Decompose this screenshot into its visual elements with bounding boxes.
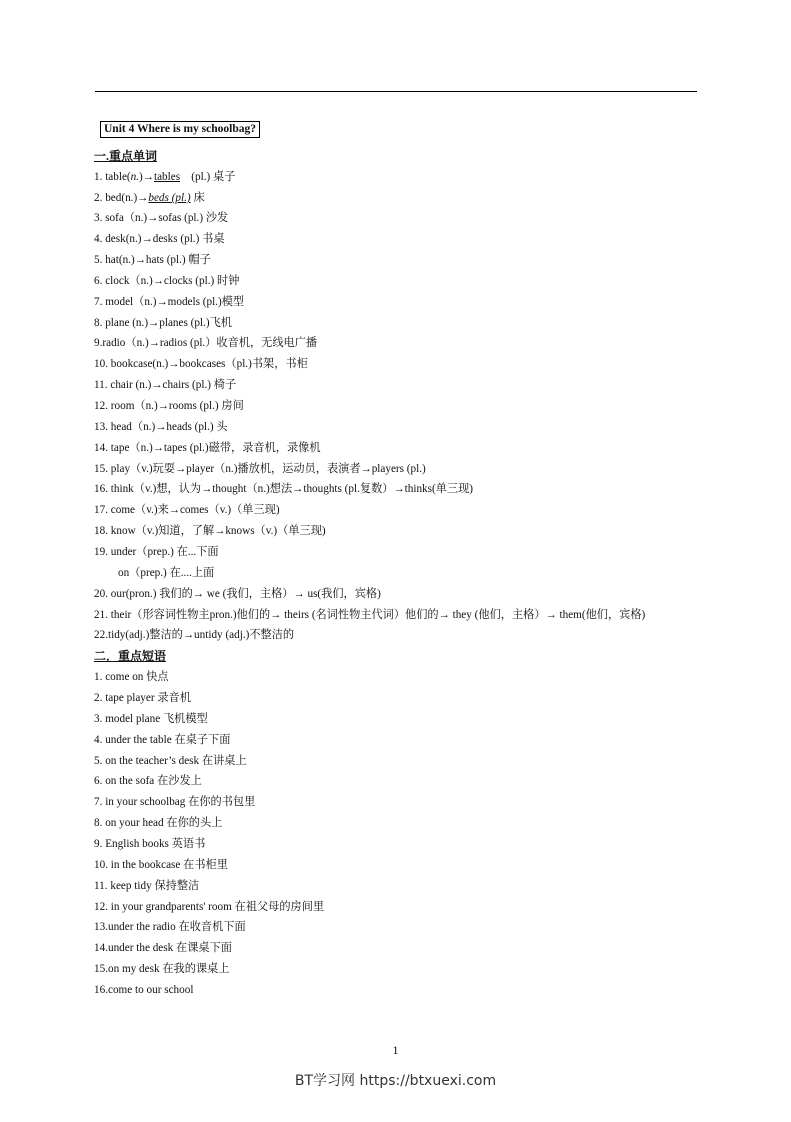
phrase-item-2: 2. tape player 录音机	[94, 692, 191, 704]
word-item-9: 9.radio（n.)→radios (pl.）收音机，无线电广播	[94, 337, 318, 349]
word-item-6: 6. clock（n.)→clocks (pl.) 时钟	[94, 275, 240, 287]
word-item-4: 4. desk(n.)→desks (pl.) 书桌	[94, 233, 225, 245]
phrase-item-13: 13.under the radio 在收音机下面	[94, 921, 246, 933]
word-item-11: 11. chair (n.)→chairs (pl.) 椅子	[94, 379, 237, 391]
phrase-item-16: 16.come to our school	[94, 984, 194, 996]
word-item-7: 7. model（n.)→models (pl.)模型	[94, 296, 245, 308]
phrase-item-7: 7. in your schoolbag 在你的书包里	[94, 796, 256, 808]
word-item-19: 19. under（prep.) 在...下面	[94, 546, 219, 558]
word-item-16: 16. think（v.)想，认为→thought（n.)想法→thoughts (pl.复数）→thinks(单三现)	[94, 483, 474, 495]
header-rule	[95, 91, 697, 92]
word-item-12: 12. room（n.)→rooms (pl.) 房间	[94, 400, 244, 412]
word-item-22: 22.tidy(adj.)整洁的→untidy (adj.)不整洁的	[94, 629, 295, 641]
word-item-15: 15. play（v.)玩耍→player（n.)播放机，运动员，表演者→players (pl.)	[94, 463, 426, 475]
unit-title: Unit 4 Where is my schoolbag?	[100, 121, 260, 138]
phrase-item-14: 14.under the desk 在课桌下面	[94, 942, 232, 954]
word-item-2: 2. bed(n.)→beds (pl.) 床	[94, 192, 205, 204]
word-item-14: 14. tape（n.)→tapes (pl.)磁带，录音机，录像机	[94, 442, 321, 454]
word-item-8: 8. plane (n.)→planes (pl.)飞机	[94, 317, 232, 329]
phrase-item-15: 15.on my desk 在我的课桌上	[94, 963, 230, 975]
word-item-13: 13. head（n.)→heads (pl.) 头	[94, 421, 228, 433]
word-item-1: 1. table(n.)→tables (pl.) 桌子	[94, 171, 236, 183]
phrase-item-10: 10. in the bookcase 在书柜里	[94, 859, 228, 871]
footer-watermark: BT学习网 https://btxuexi.com	[294, 1073, 497, 1089]
phrase-item-11: 11. keep tidy 保持整洁	[94, 880, 200, 892]
phrase-item-12: 12. in your grandparents' room 在祖父母的房间里	[94, 901, 325, 913]
word-item-19-sub: on（prep.) 在....上面	[118, 567, 215, 579]
phrase-item-9: 9. English books 英语书	[94, 838, 206, 850]
phrase-item-4: 4. under the table 在桌子下面	[94, 734, 231, 746]
word-item-18: 18. know（v.)知道，了解→knows（v.)（单三现)	[94, 525, 326, 537]
phrase-item-6: 6. on the sofa 在沙发上	[94, 775, 202, 787]
section-heading-phrases: 二．重点短语	[94, 649, 167, 663]
phrase-item-3: 3. model plane 飞机模型	[94, 713, 208, 725]
word-item-21: 21. their（形容词性物主pron.)他们的→ theirs (名词性物主代词）他们的→ they (他们，主格）→ them(他们，宾格)	[94, 609, 646, 621]
word-item-17: 17. come（v.)来→comes（v.)（单三现)	[94, 504, 280, 516]
word-item-20: 20. our(pron.) 我们的→ we (我们，主格）→ us(我们，宾格)	[94, 588, 381, 600]
phrase-item-8: 8. on your head 在你的头上	[94, 817, 223, 829]
word-item-3: 3. sofa（n.)→sofas (pl.) 沙发	[94, 212, 229, 224]
word-item-10: 10. bookcase(n.)→bookcases（pl.)书架，书柜	[94, 358, 308, 370]
page-number: 1	[392, 1043, 399, 1057]
section-heading-words: 一.重点单词	[94, 149, 158, 163]
phrase-item-5: 5. on the teacher’s desk 在讲桌上	[94, 755, 247, 767]
word-item-5: 5. hat(n.)→hats (pl.) 帽子	[94, 254, 211, 266]
phrase-item-1: 1. come on 快点	[94, 671, 169, 683]
